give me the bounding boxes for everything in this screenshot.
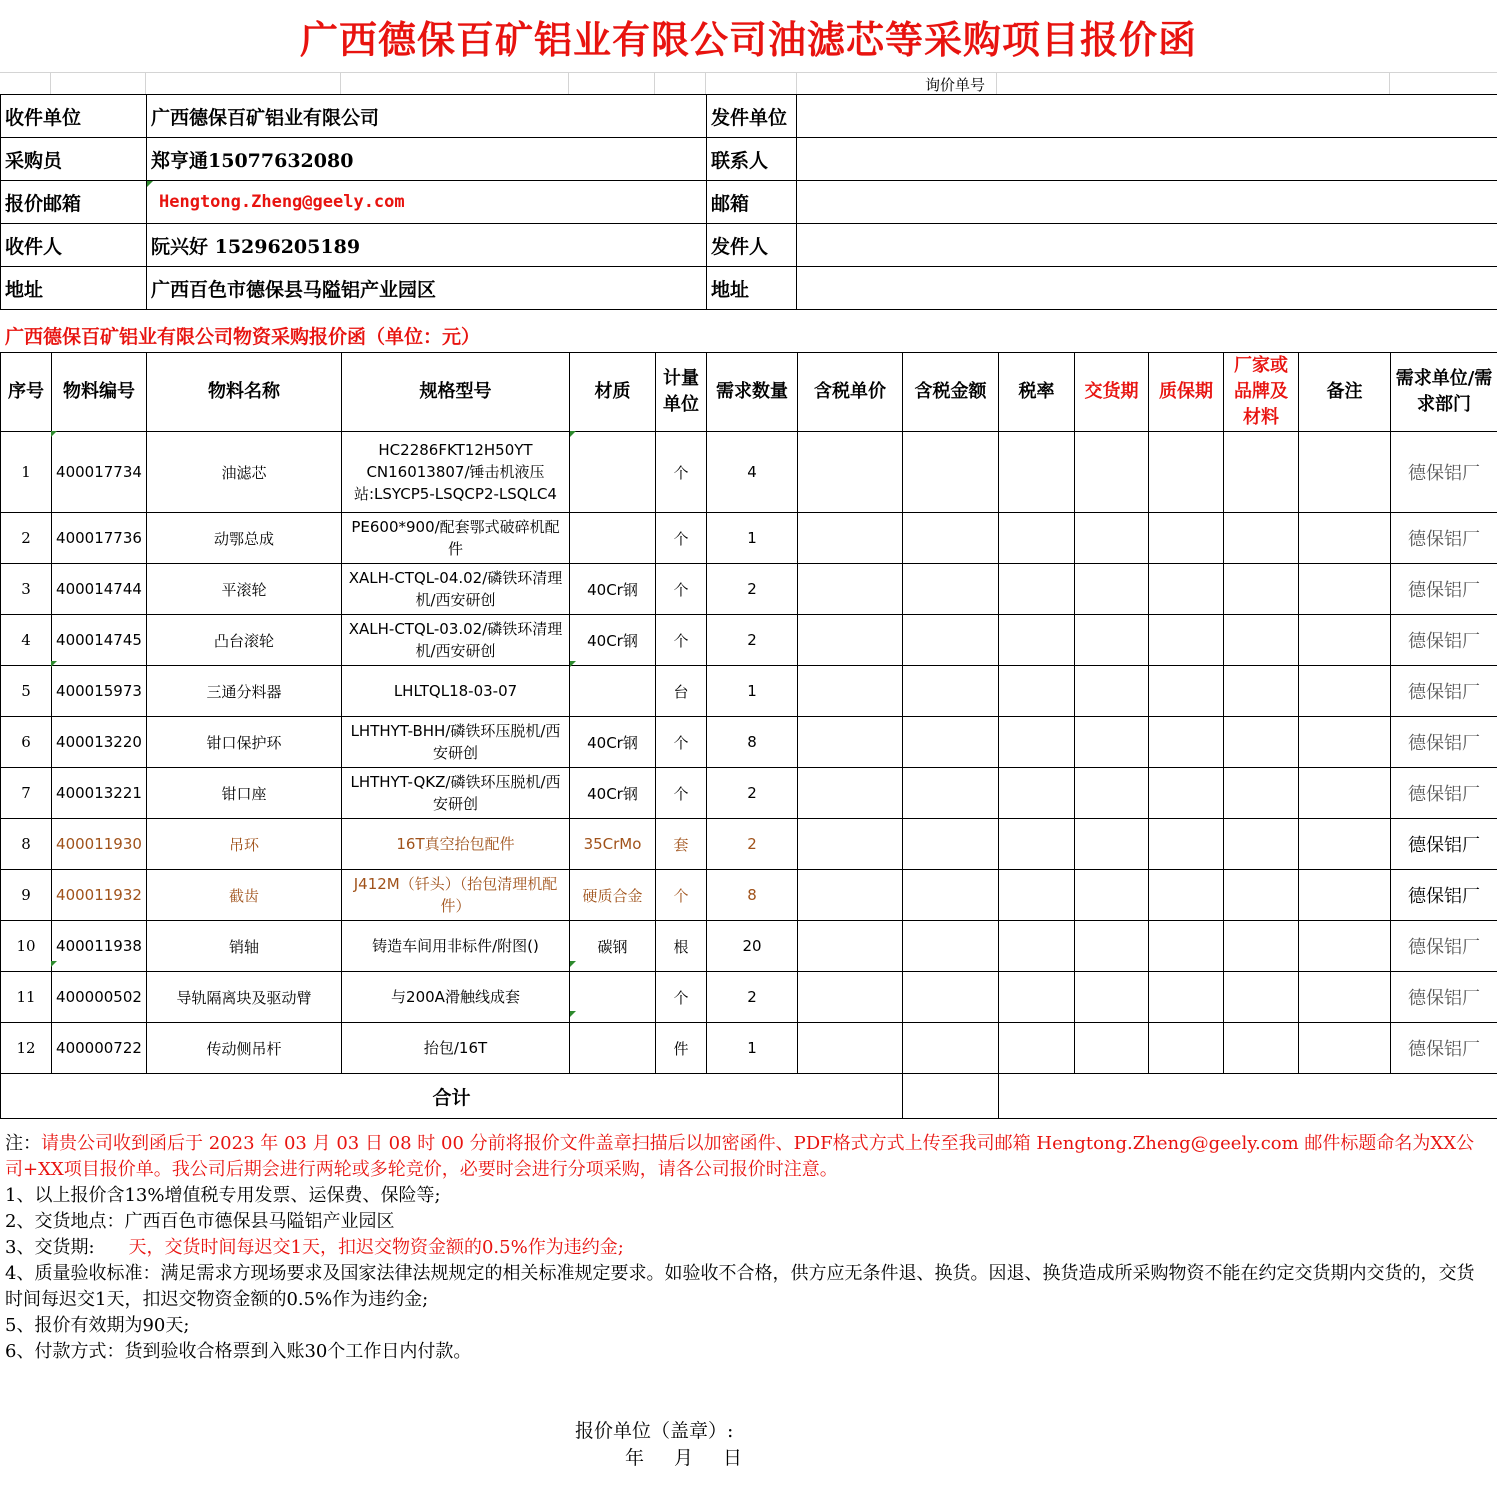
item-seq: 4 [1,615,52,666]
item-dept: 德保铝厂 [1391,768,1497,819]
total-label: 合计 [1,1074,903,1119]
info-label: 地址 [707,267,797,310]
info-label: 报价邮箱 [1,181,147,224]
remark-cell[interactable] [1299,615,1391,666]
item-dept: 德保铝厂 [1391,921,1497,972]
item-qty: 1 [707,666,798,717]
table-row [1,615,1497,666]
tax-rate-cell[interactable] [999,615,1075,666]
info-input[interactable] [797,95,1497,138]
page-title: 广西德保百矿铝业有限公司油滤芯等采购项目报价函 [299,16,1197,62]
remark-cell[interactable] [1299,666,1391,717]
item-qty: 8 [707,717,798,768]
item-material: 碳钢 [570,921,656,972]
note-1: 1、以上报价含13%增值税专用发票、运保费、保险等; [5,1185,441,1206]
delivery-cell[interactable] [1075,870,1149,921]
col-header-name: 物料名称 [147,353,342,432]
col-header-delivery: 交货期 [1075,353,1149,432]
note-intro [5,1131,1485,1183]
item-qty: 2 [707,615,798,666]
tax-rate-cell[interactable] [999,666,1075,717]
amount-cell[interactable] [903,972,999,1023]
grid-line [996,72,997,94]
delivery-cell[interactable] [1075,1023,1149,1074]
delivery-cell[interactable] [1075,819,1149,870]
warranty-cell[interactable] [1149,432,1224,513]
tax-rate-cell[interactable] [999,819,1075,870]
item-name: 截齿 [147,870,342,921]
item-spec: XALH-CTQL-04.02/磷铁环清理机/西安研创 [342,564,570,615]
remark-cell[interactable] [1299,564,1391,615]
item-dept: 德保铝厂 [1391,1023,1497,1074]
tax-rate-cell[interactable] [999,1023,1075,1074]
item-material: 40Cr钢 [570,564,656,615]
info-value[interactable]: 阮兴好 15296205189 [147,224,707,267]
col-header-code: 物料编号 [52,353,147,432]
item-code: 400000502 [52,972,147,1023]
item-code: 400014744 [52,564,147,615]
item-code: 400017734 [52,432,147,513]
unit-price-cell[interactable] [798,921,903,972]
item-seq: 6 [1,717,52,768]
table-row [1,768,1497,819]
item-dept: 德保铝厂 [1391,615,1497,666]
item-dept: 德保铝厂 [1391,564,1497,615]
brand-cell[interactable] [1224,768,1299,819]
cell-comment-marker [570,1011,576,1017]
item-name: 吊环 [147,819,342,870]
item-unit: 个 [656,717,707,768]
notes-section [5,1131,1485,1365]
note-intro-text: 请贵公司收到函后于 2023 年 03 月 03 日 08 时 00 分前将报价文件盖章扫描后以加密函件、PDF格式方式上传至我司邮箱 Hengtong.Zheng@geely.com 邮件标题命名为XX公司+XX项目报价单。我公司后期会进行两轮或多轮竞价，必要时会进行分项采购，请各公司报价时注意。 [5,1133,1475,1180]
item-dept: 德保铝厂 [1391,870,1497,921]
remark-cell[interactable] [1299,717,1391,768]
info-label: 发件人 [707,224,797,267]
brand-cell[interactable] [1224,1023,1299,1074]
col-header-brand: 厂家或品牌及材料 [1224,353,1299,432]
cell-comment-marker [51,961,57,967]
item-unit: 套 [656,819,707,870]
brand-cell[interactable] [1224,666,1299,717]
grid-line [145,72,146,94]
unit-price-cell[interactable] [798,768,903,819]
item-seq: 1 [1,432,52,513]
item-qty: 8 [707,870,798,921]
item-material [570,432,656,513]
info-table [0,94,1497,310]
item-spec: LHTHYT-BHH/磷铁环压脱机/西安研创 [342,717,570,768]
info-row [1,95,1497,138]
item-unit: 个 [656,513,707,564]
tax-rate-cell[interactable] [999,513,1075,564]
item-dept: 德保铝厂 [1391,513,1497,564]
item-unit: 个 [656,432,707,513]
item-material: 35CrMo [570,819,656,870]
warranty-cell[interactable] [1149,666,1224,717]
inquiry-number-label: 询价单号 [925,76,986,94]
remark-cell[interactable] [1299,768,1391,819]
item-code: 400017736 [52,513,147,564]
note-4: 4、质量验收标准：满足需求方现场要求及国家法律法规规定的相关标准规定要求。如验收不合格，供方应无条件退、换货。因退、换货造成所采购物资不能在约定交货期内交货的，交货时间每迟交1天，扣迟交物资金额的0.5%作为违约金; [5,1263,1475,1310]
table-row [1,666,1497,717]
item-unit: 个 [656,564,707,615]
warranty-cell[interactable] [1149,972,1224,1023]
table-row [1,972,1497,1023]
item-material [570,972,656,1023]
delivery-cell[interactable] [1075,972,1149,1023]
item-name: 凸台滚轮 [147,615,342,666]
warranty-cell[interactable] [1149,768,1224,819]
item-material: 40Cr钢 [570,717,656,768]
item-qty: 4 [707,432,798,513]
info-label: 发件单位 [707,95,797,138]
delivery-cell[interactable] [1075,717,1149,768]
item-seq: 7 [1,768,52,819]
warranty-cell[interactable] [1149,1023,1224,1074]
brand-cell[interactable] [1224,615,1299,666]
warranty-cell[interactable] [1149,513,1224,564]
table-row [1,870,1497,921]
cell-comment-marker [570,661,576,667]
remark-cell[interactable] [1299,432,1391,513]
unit-price-cell[interactable] [798,432,903,513]
col-header-unit: 计量单位 [656,353,707,432]
item-material: 硬质合金 [570,870,656,921]
cell-comment-marker [570,431,576,437]
delivery-cell[interactable] [1075,666,1149,717]
item-qty: 20 [707,921,798,972]
info-value[interactable]: 郑亨通15077632080 [147,138,707,181]
info-label: 地址 [1,267,147,310]
remark-cell[interactable] [1299,513,1391,564]
amount-cell[interactable] [903,513,999,564]
delivery-cell[interactable] [1075,564,1149,615]
amount-cell[interactable] [903,768,999,819]
grid-line [705,72,706,94]
item-seq: 3 [1,564,52,615]
item-code: 400014745 [52,615,147,666]
col-header-amount: 含税金额 [903,353,999,432]
info-label: 收件人 [1,224,147,267]
table-row [1,921,1497,972]
info-label: 采购员 [1,138,147,181]
grid-line [0,72,1497,73]
item-material [570,666,656,717]
item-seq: 2 [1,513,52,564]
tax-rate-cell[interactable] [999,432,1075,513]
table-row [1,432,1497,513]
total-amount-cell[interactable] [903,1074,999,1119]
delivery-cell[interactable] [1075,615,1149,666]
note-3-text: 天，交货时间每迟交1天，扣迟交物资金额的0.5%作为违约金; [128,1237,624,1258]
table-row [1,513,1497,564]
item-dept: 德保铝厂 [1391,432,1497,513]
info-input[interactable] [797,224,1497,267]
col-header-unit-price: 含税单价 [798,353,903,432]
unit-price-cell[interactable] [798,666,903,717]
tax-rate-cell[interactable] [999,870,1075,921]
item-code: 400013221 [52,768,147,819]
amount-cell[interactable] [903,870,999,921]
col-header-dept: 需求单位/需求部门 [1391,353,1497,432]
quote-email-value[interactable]: Hengtong.Zheng@geely.com [147,181,707,224]
date-year: 年 [625,1447,645,1469]
brand-cell[interactable] [1224,432,1299,513]
signature-label: 报价单位（盖章）: [575,1420,734,1442]
item-spec: HC2286FKT12H50YT CN16013807/锤击机液压站:LSYCP5-LSQCP2-LSQLC4 [342,432,570,513]
item-seq: 10 [1,921,52,972]
amount-cell[interactable] [903,717,999,768]
unit-price-cell[interactable] [798,513,903,564]
unit-price-cell[interactable] [798,870,903,921]
items-table [0,352,1497,1119]
delivery-cell[interactable] [1075,921,1149,972]
unit-price-cell[interactable] [798,615,903,666]
item-name: 三通分料器 [147,666,342,717]
item-seq: 9 [1,870,52,921]
item-name: 钳口座 [147,768,342,819]
info-row [1,138,1497,181]
col-header-tax-rate: 税率 [999,353,1075,432]
remark-cell[interactable] [1299,1023,1391,1074]
item-spec: LHTHYT-QKZ/磷铁环压脱机/西安研创 [342,768,570,819]
item-material [570,513,656,564]
grid-line [340,72,341,94]
item-code: 400011930 [52,819,147,870]
remark-cell[interactable] [1299,972,1391,1023]
item-seq: 5 [1,666,52,717]
amount-cell[interactable] [903,615,999,666]
grid-line [654,72,655,94]
item-code: 400011938 [52,921,147,972]
delivery-cell[interactable] [1075,432,1149,513]
col-header-remark: 备注 [1299,353,1391,432]
amount-cell[interactable] [903,564,999,615]
info-value[interactable]: 广西百色市德保县马隘铝产业园区 [147,267,707,310]
amount-cell[interactable] [903,432,999,513]
tax-rate-cell[interactable] [999,717,1075,768]
note-intro-label: 注： [5,1133,41,1154]
amount-cell[interactable] [903,1023,999,1074]
grid-line [1389,72,1390,94]
item-qty: 1 [707,1023,798,1074]
delivery-cell[interactable] [1075,513,1149,564]
grid-line [50,72,51,94]
brand-cell[interactable] [1224,921,1299,972]
item-code: 400000722 [52,1023,147,1074]
warranty-cell[interactable] [1149,615,1224,666]
amount-cell[interactable] [903,819,999,870]
note-6: 6、付款方式：货到验收合格票到入账30个工作日内付款。 [5,1341,472,1362]
item-unit: 根 [656,921,707,972]
note-5: 5、报价有效期为90天; [5,1315,190,1336]
brand-cell[interactable] [1224,513,1299,564]
col-header-material: 材质 [570,353,656,432]
info-value[interactable]: 广西德保百矿铝业有限公司 [147,95,707,138]
item-spec: LHLTQL18-03-07 [342,666,570,717]
item-qty: 2 [707,768,798,819]
item-unit: 个 [656,870,707,921]
item-dept: 德保铝厂 [1391,972,1497,1023]
total-blank-cell[interactable] [999,1074,1497,1119]
item-code: 400015973 [52,666,147,717]
info-input[interactable] [797,181,1497,224]
table-row [1,717,1497,768]
total-row [1,1074,1497,1119]
item-name: 导轨隔离块及驱动臂 [147,972,342,1023]
item-name: 传动侧吊杆 [147,1023,342,1074]
info-row [1,181,1497,224]
cell-comment-marker [51,431,57,437]
amount-cell[interactable] [903,921,999,972]
amount-cell[interactable] [903,666,999,717]
item-dept: 德保铝厂 [1391,717,1497,768]
signature-date [625,1443,772,1470]
item-seq: 11 [1,972,52,1023]
remark-cell[interactable] [1299,870,1391,921]
warranty-cell[interactable] [1149,870,1224,921]
warranty-cell[interactable] [1149,921,1224,972]
date-month: 月 [674,1447,694,1469]
col-header-spec: 规格型号 [342,353,570,432]
item-name: 动鄂总成 [147,513,342,564]
date-day: 日 [723,1447,743,1469]
info-label: 邮箱 [707,181,797,224]
item-qty: 2 [707,972,798,1023]
brand-cell[interactable] [1224,717,1299,768]
info-input[interactable] [797,138,1497,181]
note-3 [5,1235,1485,1261]
tax-rate-cell[interactable] [999,972,1075,1023]
warranty-cell[interactable] [1149,819,1224,870]
section-subtitle: 广西德保百矿铝业有限公司物资采购报价函（单位：元） [5,326,481,348]
brand-cell[interactable] [1224,972,1299,1023]
table-header-row [1,353,1497,432]
col-header-qty: 需求数量 [707,353,798,432]
item-name: 平滚轮 [147,564,342,615]
item-spec: 铸造车间用非标件/附图() [342,921,570,972]
item-spec: PE600*900/配套鄂式破碎机配件 [342,513,570,564]
item-material: 40Cr钢 [570,615,656,666]
remark-cell[interactable] [1299,921,1391,972]
item-spec: 与200A滑触线成套 [342,972,570,1023]
item-unit: 个 [656,615,707,666]
item-dept: 德保铝厂 [1391,666,1497,717]
item-name: 油滤芯 [147,432,342,513]
item-qty: 2 [707,564,798,615]
tax-rate-cell[interactable] [999,921,1075,972]
item-spec: 16T真空抬包配件 [342,819,570,870]
item-code: 400013220 [52,717,147,768]
table-row [1,564,1497,615]
table-row [1,1023,1497,1074]
item-name: 钳口保护环 [147,717,342,768]
tax-rate-cell[interactable] [999,564,1075,615]
item-spec: 抬包/16T [342,1023,570,1074]
item-material: 40Cr钢 [570,768,656,819]
item-qty: 2 [707,819,798,870]
info-label: 收件单位 [1,95,147,138]
cell-comment-marker [570,961,576,967]
brand-cell[interactable] [1224,870,1299,921]
unit-price-cell[interactable] [798,717,903,768]
info-input[interactable] [797,267,1497,310]
col-header-seq: 序号 [1,353,52,432]
item-name: 销轴 [147,921,342,972]
item-spec: XALH-CTQL-03.02/磷铁环清理机/西安研创 [342,615,570,666]
unit-price-cell[interactable] [798,819,903,870]
item-code: 400011932 [52,870,147,921]
note-2: 2、交货地点：广西百色市德保县马隘铝产业园区 [5,1211,395,1232]
warranty-cell[interactable] [1149,717,1224,768]
item-qty: 1 [707,513,798,564]
grid-line [568,72,569,94]
item-unit: 件 [656,1023,707,1074]
item-unit: 个 [656,768,707,819]
brand-cell[interactable] [1224,819,1299,870]
item-unit: 个 [656,972,707,1023]
unit-price-cell[interactable] [798,972,903,1023]
col-header-warranty: 质保期 [1149,353,1224,432]
info-row [1,224,1497,267]
unit-price-cell[interactable] [798,1023,903,1074]
remark-cell[interactable] [1299,819,1391,870]
warranty-cell[interactable] [1149,564,1224,615]
info-label: 联系人 [707,138,797,181]
item-seq: 12 [1,1023,52,1074]
item-material [570,1023,656,1074]
grid-line [796,72,797,94]
note-3-label: 3、交货期: [5,1237,95,1258]
item-seq: 8 [1,819,52,870]
table-row [1,819,1497,870]
cell-comment-marker [51,661,57,667]
item-spec: J412M（钎头）（抬包清理机配件） [342,870,570,921]
item-dept: 德保铝厂 [1391,819,1497,870]
delivery-cell[interactable] [1075,768,1149,819]
brand-cell[interactable] [1224,564,1299,615]
info-row [1,267,1497,310]
item-unit: 台 [656,666,707,717]
tax-rate-cell[interactable] [999,768,1075,819]
unit-price-cell[interactable] [798,564,903,615]
cell-comment-marker [147,181,153,187]
